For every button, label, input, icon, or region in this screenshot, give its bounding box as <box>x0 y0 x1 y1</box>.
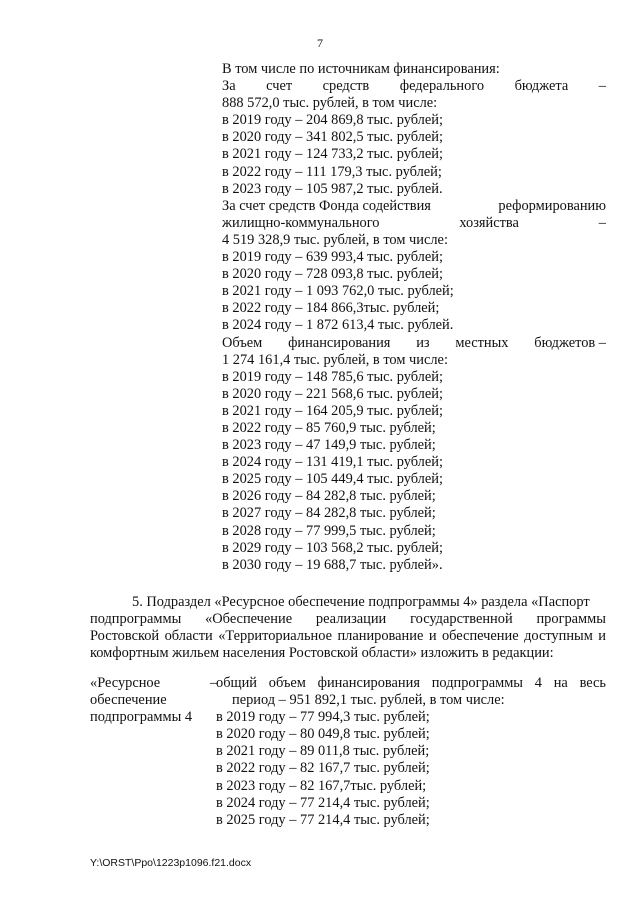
federal-years-list <box>222 112 606 197</box>
text-line: в 2023 году – 47 149,9 тыс. рублей; <box>222 437 436 454</box>
text-line: в 2030 году – 19 688,7 тыс. рублей». <box>222 556 443 573</box>
text-line: в 2021 году – 164 205,9 тыс. рублей; <box>222 402 443 419</box>
resource-table-content <box>216 675 606 829</box>
text-line: в 2024 году – 1 872 613,4 тыс. рублей. <box>222 317 454 334</box>
justified-word: из <box>416 334 430 351</box>
text-line: в 2024 году – 131 419,1 тыс. рублей; <box>222 454 443 471</box>
justified-word: федерального <box>399 78 485 95</box>
financing-sources-block <box>222 61 606 574</box>
justified-word: и <box>598 628 606 645</box>
text-line: в 2022 году – 82 167,7 тыс. рублей; <box>216 760 430 777</box>
local-total: 1 274 161,4 тыс. рублей, в том числе: <box>222 351 448 368</box>
fund-total: 4 519 328,9 тыс. рублей, в том числе: <box>222 231 448 248</box>
justified-word: общий <box>216 675 258 691</box>
text-line: в 2019 году – 148 785,6 тыс. рублей; <box>222 368 443 385</box>
text-line: в 2020 году – 341 802,5 тыс. рублей; <box>222 129 443 146</box>
text-line: подпрограммы 4 <box>90 709 193 726</box>
justified-word: «Обеспечение <box>205 611 293 628</box>
paragraph-5 <box>90 593 606 661</box>
text-line: в 2022 году – 111 179,3 тыс. рублей; <box>222 163 442 180</box>
justified-word: местных <box>455 334 509 351</box>
federal-total: 888 572,0 тыс. рублей, в том числе: <box>222 95 438 112</box>
text-line: в 2022 году – 184 866,3тыс. рублей; <box>222 300 440 317</box>
file-path-footer: Y:\ORST\Ppo\1223p1096.f21.docx <box>90 857 252 869</box>
justified-word: За <box>222 78 236 95</box>
resource-total-line-2: период – 951 892,1 тыс. рублей, в том числе: <box>232 692 505 709</box>
justified-word: подпрограммы <box>431 675 523 691</box>
text-line: в 2020 году – 728 093,8 тыс. рублей; <box>222 266 443 283</box>
text-line: в 2028 году – 77 999,5 тыс. рублей; <box>222 522 436 539</box>
justified-word: доступным <box>524 628 593 645</box>
justified-word: весь <box>579 675 606 691</box>
justified-word: финансирования <box>317 675 420 691</box>
text-line: в 2020 году – 80 049,8 тыс. рублей; <box>216 726 430 743</box>
justified-word: – <box>598 214 606 231</box>
paragraph-5-line-1: 5. Подраздел «Ресурсное обеспечение подпрограммы 4» раздела «Паспорт <box>132 594 590 610</box>
text-line: в 2021 году – 124 733,2 тыс. рублей; <box>222 146 443 163</box>
justified-word: Объем <box>222 334 263 351</box>
justified-word: бюджетов – <box>534 334 606 351</box>
justified-word: За счет средств Фонда содействия <box>222 197 431 214</box>
justified-word: «Территориальное <box>218 628 333 645</box>
justified-word: реализации <box>315 611 387 628</box>
justified-word: подпрограммы <box>90 611 182 628</box>
justified-word: бюджета <box>514 78 569 95</box>
text-line: в 2022 году – 85 760,9 тыс. рублей; <box>222 419 436 436</box>
paragraph-5-line-3 <box>90 627 606 644</box>
justified-word: программы <box>536 611 606 628</box>
justified-word: средств <box>322 78 370 95</box>
justified-word: жилищно-коммунального <box>222 214 380 231</box>
local-budget-line <box>222 335 606 352</box>
text-line: в 2025 году – 77 214,4 тыс. рублей; <box>216 811 430 828</box>
text-line: в 2026 году – 84 282,8 тыс. рублей; <box>222 488 436 505</box>
resource-total-line-1 <box>216 675 606 692</box>
text-line: в 2020 году – 221 568,6 тыс. рублей; <box>222 385 443 402</box>
fund-line-2 <box>222 215 606 232</box>
text-line: в 2019 году – 639 993,4 тыс. рублей; <box>222 249 443 266</box>
financing-heading: В том числе по источникам финансирования: <box>222 61 500 77</box>
justified-word: планирование <box>337 628 424 645</box>
justified-word: объем <box>268 675 306 691</box>
text-line: в 2021 году – 1 093 762,0 тыс. рублей; <box>222 283 454 300</box>
justified-word: на <box>553 675 568 691</box>
text-line: обеспечение <box>90 692 167 709</box>
local-years-list <box>222 369 606 574</box>
justified-word: и <box>428 628 437 645</box>
resource-years-list <box>216 709 606 829</box>
justified-word: – <box>598 78 606 95</box>
fund-years-list <box>222 249 606 334</box>
text-line: в 2027 году – 84 282,8 тыс. рублей; <box>222 505 436 522</box>
page-number: 7 <box>317 36 323 50</box>
justified-word: 4 <box>534 675 542 691</box>
resource-table-label <box>90 675 208 726</box>
federal-budget-line <box>222 78 606 95</box>
resource-table-dash: – <box>210 675 218 691</box>
text-line: «Ресурсное <box>90 675 161 691</box>
paragraph-5-line-4: комфортным жильем населения Ростовской области» изложить в редакции: <box>90 645 554 662</box>
text-line: в 2025 году – 105 449,4 тыс. рублей; <box>222 471 443 488</box>
justified-word: реформированию <box>498 197 606 214</box>
text-line: в 2019 году – 77 994,3 тыс. рублей; <box>216 709 430 726</box>
justified-word: государственной <box>410 611 513 628</box>
text-line: в 2021 году – 89 011,8 тыс. рублей; <box>216 743 430 760</box>
justified-word: области <box>164 628 213 645</box>
text-line: в 2023 году – 82 167,7тыс. рублей; <box>216 777 427 794</box>
justified-word: счет <box>266 78 293 95</box>
text-line: в 2024 году – 77 214,4 тыс. рублей; <box>216 794 430 811</box>
justified-word: обеспечение <box>441 628 519 645</box>
text-line: в 2019 году – 204 869,8 тыс. рублей; <box>222 112 443 129</box>
text-line: в 2023 году – 105 987,2 тыс. рублей. <box>222 180 443 197</box>
justified-word: финансирования <box>288 334 391 351</box>
paragraph-5-line-2 <box>90 610 606 627</box>
justified-word: хозяйства <box>459 214 519 231</box>
text-line: в 2029 году – 103 568,2 тыс. рублей; <box>222 539 443 556</box>
justified-word: Ростовской <box>90 628 160 645</box>
fund-line-1 <box>222 198 606 215</box>
